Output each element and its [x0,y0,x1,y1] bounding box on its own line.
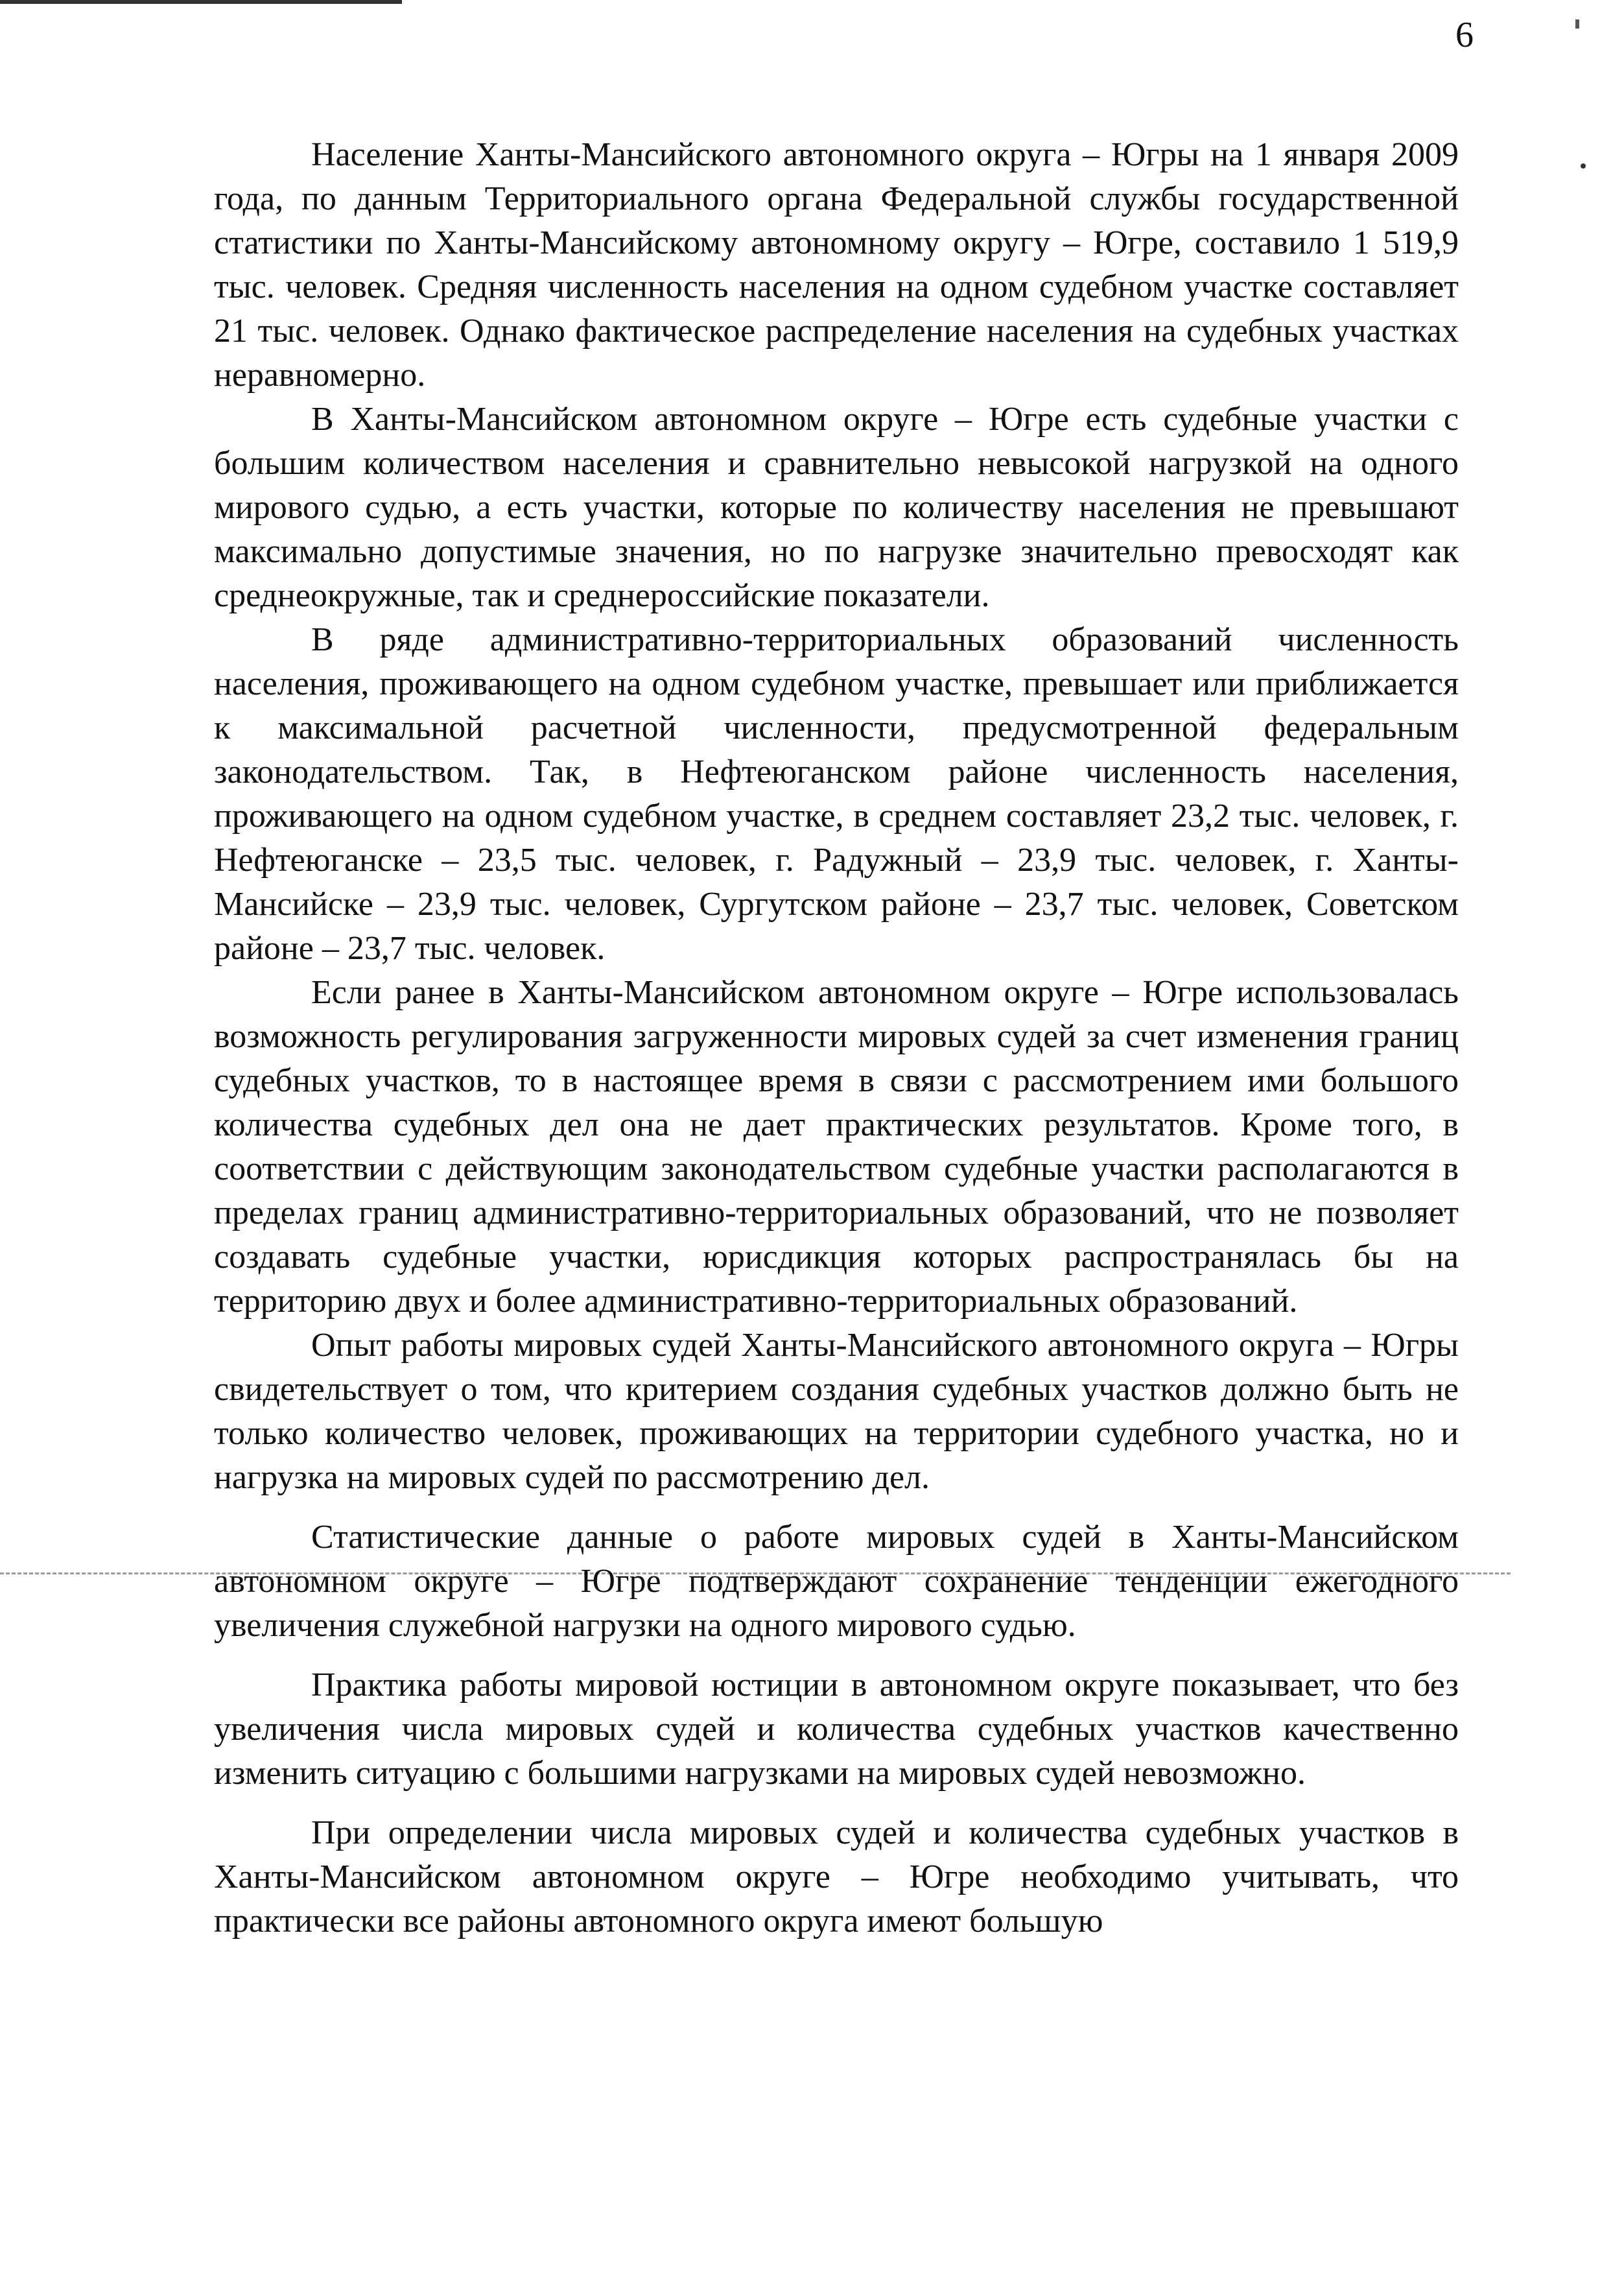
page-number: 6 [1455,15,1474,55]
paragraph-boundaries: Если ранее в Ханты-Мансийском автономном округе – Югре использовалась возможность регулирования загруженности мировых судей за счет изменения границ судебных участков, то в настоящее время в связи с рассмотрением ими большого количества судебных дел она не дает практических результатов. Кроме того, в соответствии с действующим законодательством судебные участки располагаются в пределах границ административно-территориальных образований, что не позволяет создавать судебные участки, юрисдикция которых распространялась бы на территорию двух и более административно-территориальных образований. [214,974,1459,1320]
paragraph-experience: Опыт работы мировых судей Ханты-Мансийского автономного округа – Югры свидетельствует о том, что критерием создания судебных участков должно быть не только количество человек, проживающих на территории судебного участка, но и нагрузка на мировых судей по рассмотрению дел. [214,1327,1459,1496]
paragraph-practice: Практика работы мировой юстиции в автономном округе показывает, что без увеличения числа мировых судей и количества судебных участков качественно изменить ситуацию с большими нагрузками на мировых судей невозможно. [214,1667,1459,1792]
paragraph-determination: При определении числа мировых судей и количества судебных участков в Ханты-Мансийском автономном округе – Югре необходимо учитывать, что практически все районы автономного округа имеют большую [214,1814,1459,1940]
scan-dot [1581,163,1586,169]
paragraph-statistics: Статистические данные о работе мировых судей в Ханты-Мансийском автономном округе – Югре подтверждают сохранение тенденции ежегодного увеличения служебной нагрузки на одного мирового судью. [214,1519,1459,1644]
scan-edge-line [0,0,402,4]
paragraph-uneven-load: В Ханты-Мансийском автономном округе – Югре есть судебные участки с большим количеством населения и сравнительно невысокой нагрузкой на одного мирового судью, а есть участки, которые по количеству населения не превышают максимально допустимые значения, но по нагрузке значительно превосходят как среднеокружные, так и среднероссийские показатели. [214,401,1459,614]
scan-mark [1575,19,1579,29]
document-body [214,133,1459,1943]
paragraph-districts: В ряде административно-территориальных образований численность населения, проживающего на одном судебном участке, превышает или приближается к максимальной расчетной численности, предусмотренной федеральным законодательством. Так, в Нефтеюганском районе численность населения, проживающего на одном судебном участке, в среднем составляет 23,2 тыс. человек, г. Нефтеюганске – 23,5 тыс. человек, г. Радужный – 23,9 тыс. человек, г. Ханты-Мансийске – 23,9 тыс. человек, Сургутском районе – 23,7 тыс. человек, Советском районе – 23,7 тыс. человек. [214,621,1459,967]
paragraph-population: Население Ханты-Мансийского автономного округа – Югры на 1 января 2009 года, по данным Территориального органа Федеральной службы государственной статистики по Ханты-Мансийскому автономному округу – Югре, составило 1 519,9 тыс. человек. Средняя численность населения на одном судебном участке составляет 21 тыс. человек. Однако фактическое распределение населения на судебных участках неравномерно. [214,136,1459,394]
